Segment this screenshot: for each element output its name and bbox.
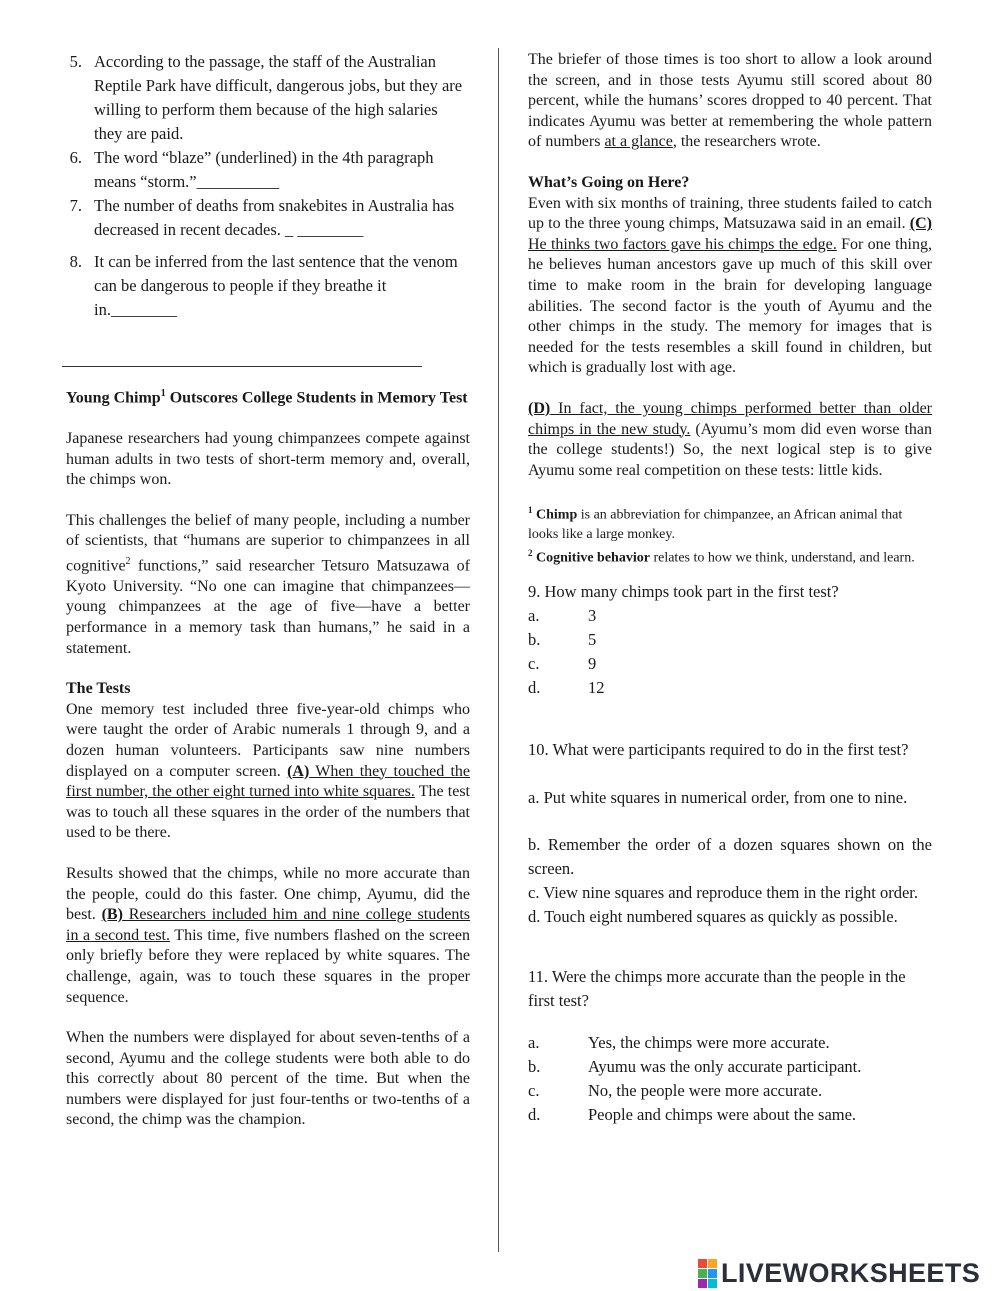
paragraph-4: Results showed that the chimps, while no more accurate than the people, could do this faster. One chimp, Ayumu, did the best. (B) Researchers included him and nine college students in a second test. This time, five numbers flashed on the screen only briefly before they were replaced by white squares. The challenge, again, was to touch these squares in the proper sequence. [66, 864, 471, 1006]
question-9: 9. How many chimps took part in the first test? [528, 581, 839, 601]
question-7: 7. The number of deaths from snakebites in Australia has decreased in recent decades. _ ________ [69, 196, 455, 239]
column-divider [498, 48, 499, 1252]
footnote-1: $^1$ Chimp is an abbreviation for chimpanzee, an African animal that looks like a large monkey. [528, 505, 903, 542]
whats-going-on-heading: What’s Going on Here? [528, 173, 690, 191]
question-11: 11. Were the chimps more accurate than the people in the first test? [528, 966, 906, 1010]
paragraph-3: One memory test included three five-year-old chimps who were taught the order of Arabic numerals 1 through 9, and a dozen human volunteers. Participants saw nine numbers displayed on a computer screen. (A) When they touched the first number, the other eight turned into white squares. The test was to touch all these squares in the order of the numbers that used to be there. [66, 700, 471, 842]
left-column [66, 50, 470, 1131]
paragraph-1: Japanese researchers had young chimpanzees compete against human adults in two tests of short-term memory and, overall, the chimps won. [66, 429, 470, 489]
question-11-options [528, 1031, 932, 1127]
q11-option-a[interactable]: a. Yes, the chimps were more accurate. [528, 1032, 830, 1052]
q10-option-b[interactable]: b. Remember the order of a dozen squares shown on the screen. [528, 834, 932, 878]
article-title: Young Chimp$^1$ Outscores College Students in Memory Test [66, 388, 468, 407]
question-9-options [528, 604, 932, 700]
question-6: 6. The word “blaze” (underlined) in the 4th paragraph means “storm.”__________ [69, 148, 434, 191]
true-false-questions [66, 50, 470, 322]
paragraph-2: This challenges the belief of many people, including a number of scientists, that “humans are superior to chimpanzees in all cognitive$^2$ functions,” said researcher Tetsuro Matsuzawa of Kyoto University. “No one can imagine that chimpanzees—young chimpanzees at the age of five—have a better performance in a memory task than humans,” he said in a statement. [66, 511, 470, 657]
q9-option-b[interactable]: b. 5 [528, 629, 597, 649]
paragraph-5: When the numbers were displayed for about seven-tenths of a second, Ayumu and the college students were both able to do this correctly about 80 percent of the time. But when the numbers were displayed for just four-tenths or two-tenths of a second, the chimp was the champion. [66, 1029, 470, 1129]
q10-option-d[interactable]: d. Touch eight numbered squares as quickly as possible. [528, 906, 898, 926]
q10-option-a[interactable]: a. Put white squares in numerical order, from one to nine. [528, 787, 908, 807]
logo-mark-icon [698, 1259, 717, 1288]
q11-option-c[interactable]: c. No, the people were more accurate. [528, 1080, 823, 1100]
liveworksheets-logo[interactable] [698, 1258, 980, 1289]
q11-option-d[interactable]: d. People and chimps were about the same. [528, 1104, 857, 1124]
q9-option-c[interactable]: c. 9 [528, 653, 597, 673]
question-8: 8. It can be inferred from the last sentence that the venom can be dangerous to people if they breathe it in.________ [69, 252, 458, 319]
q9-option-d[interactable]: d. 12 [528, 677, 605, 697]
question-10: 10. What were participants required to do in the first test? [528, 739, 909, 759]
paragraph-7: Even with six months of training, three students failed to catch up to the three young chimps, Matsuzawa said in an email. (C) He thinks two factors gave his chimps the edge. For one thing, he believes human ancestors gave up much of this skill over time to make room in the brain for developing language abilities. The second factor is the youth of Ayumu and the other chimps in the study. The memory for images that is needed for the tests resembles a skill found in children, but which is gradually lost with age. [528, 194, 933, 377]
logo-text: LIVEWORKSHEETS [721, 1258, 981, 1288]
q9-option-a[interactable]: a. 3 [528, 605, 597, 625]
q11-option-b[interactable]: b. Ayumu was the only accurate participant. [528, 1056, 862, 1076]
right-column [528, 50, 932, 1127]
q10-option-c[interactable]: c. View nine squares and reproduce them in the right order. [528, 882, 918, 902]
paragraph-6: The briefer of those times is too short to allow a look around the screen, and in those tests Ayumu still scored about 80 percent, while the humans’ scores dropped to 40 percent. That indicates Ayumu was better at remembering the whole pattern of numbers at a glance, the researchers wrote. [528, 51, 932, 151]
paragraph-8: (D) In fact, the young chimps performed better than older chimps in the new study. (Ayumu’s mom did even worse than the college students!) So, the next logical step is to give Ayumu some real competition on these tests: little kids. [528, 399, 933, 479]
question-5: 5. According to the passage, the staff of the Australian Reptile Park have difficult, dangerous jobs, but they are willing to perform them because of the high salaries they are paid. [69, 52, 463, 143]
footnote-2: $^2$ Cognitive behavior relates to how we think, understand, and learn. [528, 547, 915, 566]
tests-heading: The Tests [66, 680, 131, 698]
